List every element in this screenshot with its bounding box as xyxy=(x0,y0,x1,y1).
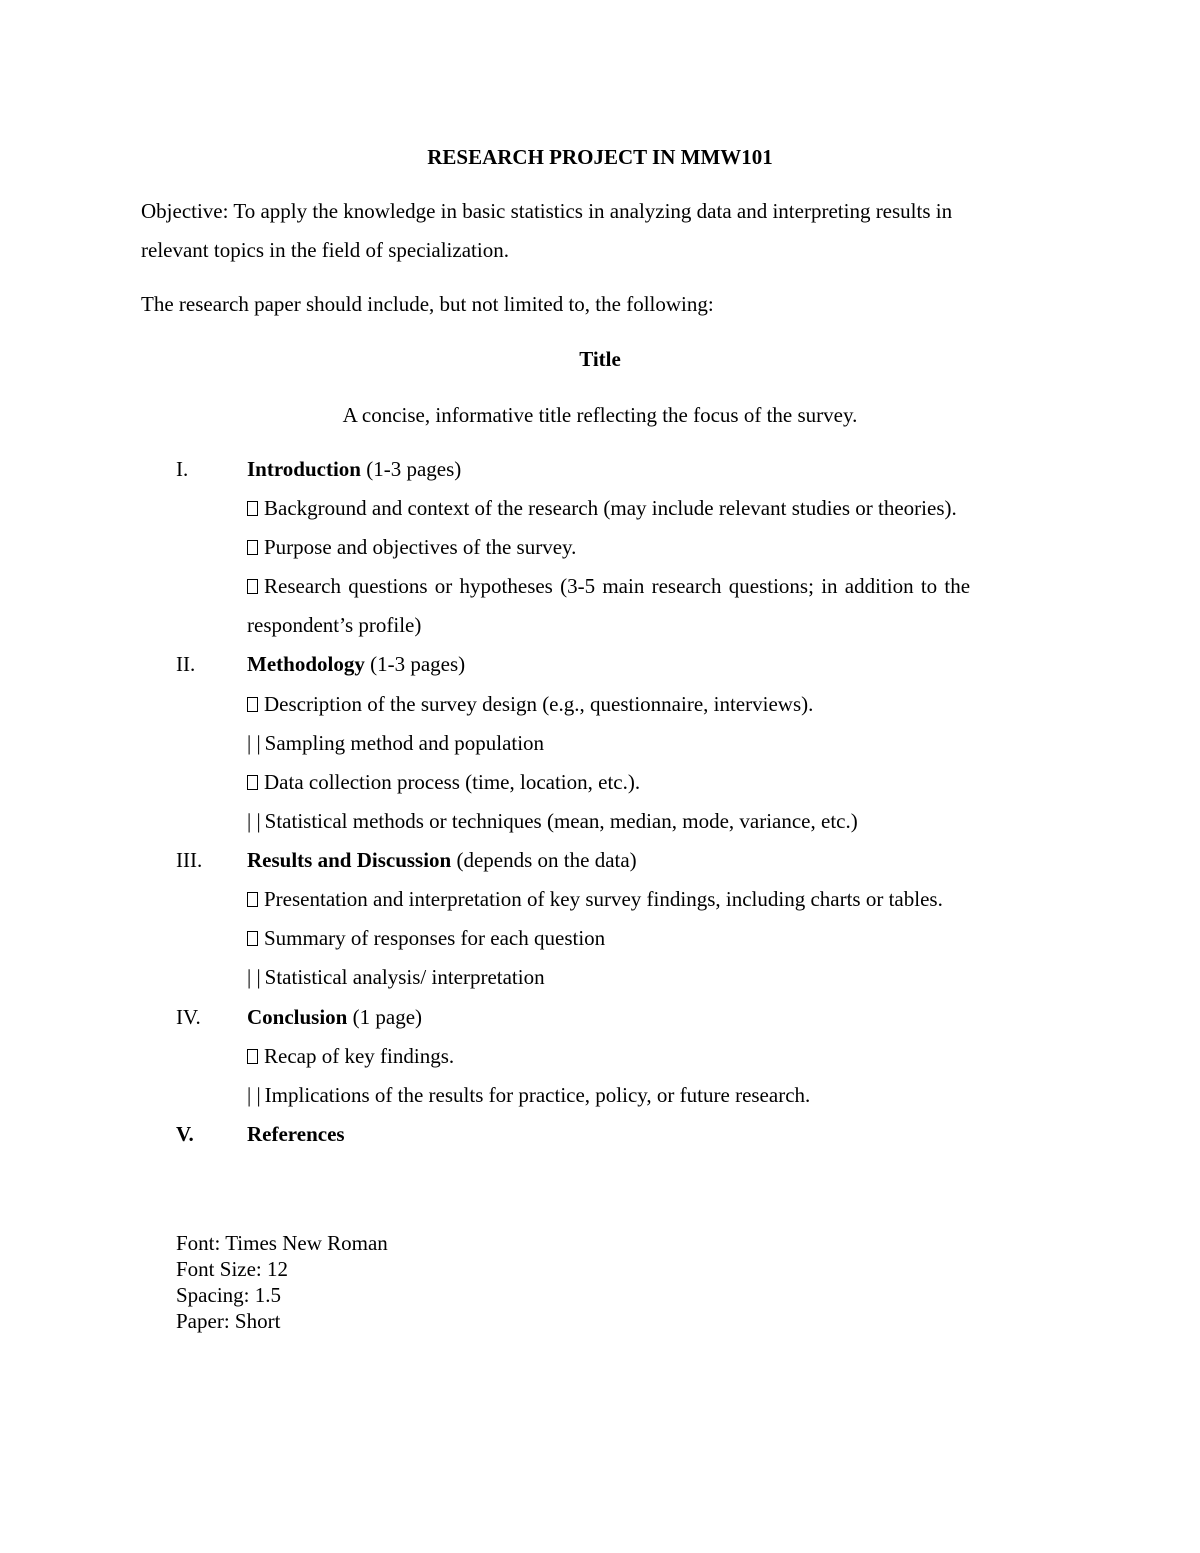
bullet-continuation: respondent’s profile) xyxy=(247,613,422,637)
section-number-1: I. xyxy=(176,457,189,481)
checkbox-glyph-icon xyxy=(247,540,258,555)
bullet-item xyxy=(247,770,640,795)
bars-glyph-icon: | | xyxy=(247,965,261,989)
spacing-note: Spacing: 1.5 xyxy=(176,1283,281,1307)
bullet-item xyxy=(247,731,544,756)
bullet-text: Implications of the results for practice, policy, or future research. xyxy=(264,1083,811,1107)
bullet-item xyxy=(247,965,545,990)
bullet-text: Recap of key findings. xyxy=(264,1044,455,1068)
objective-line-2: relevant topics in the field of specialization. xyxy=(141,238,509,262)
bullet-text: Sampling method and population xyxy=(264,731,545,755)
section-number-2: II. xyxy=(176,652,196,676)
bullet-item xyxy=(247,1083,810,1108)
include-line: The research paper should include, but not limited to, the following: xyxy=(141,292,714,316)
bullet-text: Data collection process (time, location, etc.). xyxy=(264,770,641,794)
objective-line-1: Objective: To apply the knowledge in basic statistics in analyzing data and interpreting results in xyxy=(141,199,953,223)
section-number-4: IV. xyxy=(176,1005,201,1029)
bullet-item xyxy=(247,496,957,521)
font-note: Font: Times New Roman xyxy=(176,1231,388,1255)
section-detail: (1-3 pages) xyxy=(364,652,466,676)
checkbox-glyph-icon xyxy=(247,931,258,946)
bullet-item xyxy=(247,809,858,834)
section-heading-conclusion xyxy=(247,1005,422,1030)
checkbox-glyph-icon xyxy=(247,697,258,712)
section-heading-references xyxy=(247,1122,345,1147)
section-detail: (1 page) xyxy=(347,1005,423,1029)
bullet-text: Research questions or hypotheses (3-5 main research questions; in addition to the xyxy=(264,574,971,598)
section-heading-results xyxy=(247,848,637,873)
section-name: Methodology xyxy=(247,652,365,676)
bullet-item xyxy=(247,1044,454,1069)
checkbox-glyph-icon xyxy=(247,1049,258,1064)
section-heading-introduction xyxy=(247,457,461,482)
bullet-text: Background and context of the research (may include relevant studies or theories). xyxy=(264,496,957,520)
bullet-text: Statistical methods or techniques (mean, median, mode, variance, etc.) xyxy=(264,809,858,833)
section-name: Results and Discussion xyxy=(247,848,452,872)
bullet-item xyxy=(247,887,943,912)
section-detail: (1-3 pages) xyxy=(360,457,462,481)
font-size-note: Font Size: 12 xyxy=(176,1257,289,1281)
bars-glyph-icon: | | xyxy=(247,1083,261,1107)
section-number-3: III. xyxy=(176,848,203,872)
bullet-item xyxy=(247,535,576,560)
formatting-notes xyxy=(176,1230,388,1334)
checkbox-glyph-icon xyxy=(247,579,258,594)
checkbox-glyph-icon xyxy=(247,501,258,516)
bullet-item xyxy=(247,574,970,599)
bullet-text: Description of the survey design (e.g., questionnaire, interviews). xyxy=(264,692,814,716)
section-number-5: V. xyxy=(176,1122,194,1146)
bars-glyph-icon: | | xyxy=(247,809,261,833)
title-description: A concise, informative title reflecting the focus of the survey. xyxy=(342,403,858,427)
bars-glyph-icon: | | xyxy=(247,731,261,755)
section-name: Introduction xyxy=(247,457,361,481)
bullet-text: Presentation and interpretation of key survey findings, including charts or tables. xyxy=(264,887,943,911)
checkbox-glyph-icon xyxy=(247,892,258,907)
section-detail: (depends on the data) xyxy=(451,848,637,872)
section-name: Conclusion xyxy=(247,1005,348,1029)
checkbox-glyph-icon xyxy=(247,775,258,790)
document-title: RESEARCH PROJECT IN MMW101 xyxy=(427,145,773,169)
paper-note: Paper: Short xyxy=(176,1309,281,1333)
bullet-item xyxy=(247,692,813,717)
title-heading: Title xyxy=(579,347,621,371)
bullet-text: Purpose and objectives of the survey. xyxy=(264,535,577,559)
bullet-text: Statistical analysis/ interpretation xyxy=(264,965,545,989)
bullet-item xyxy=(247,926,605,951)
section-heading-methodology xyxy=(247,652,465,677)
bullet-text: Summary of responses for each question xyxy=(264,926,606,950)
section-name: References xyxy=(247,1122,345,1146)
